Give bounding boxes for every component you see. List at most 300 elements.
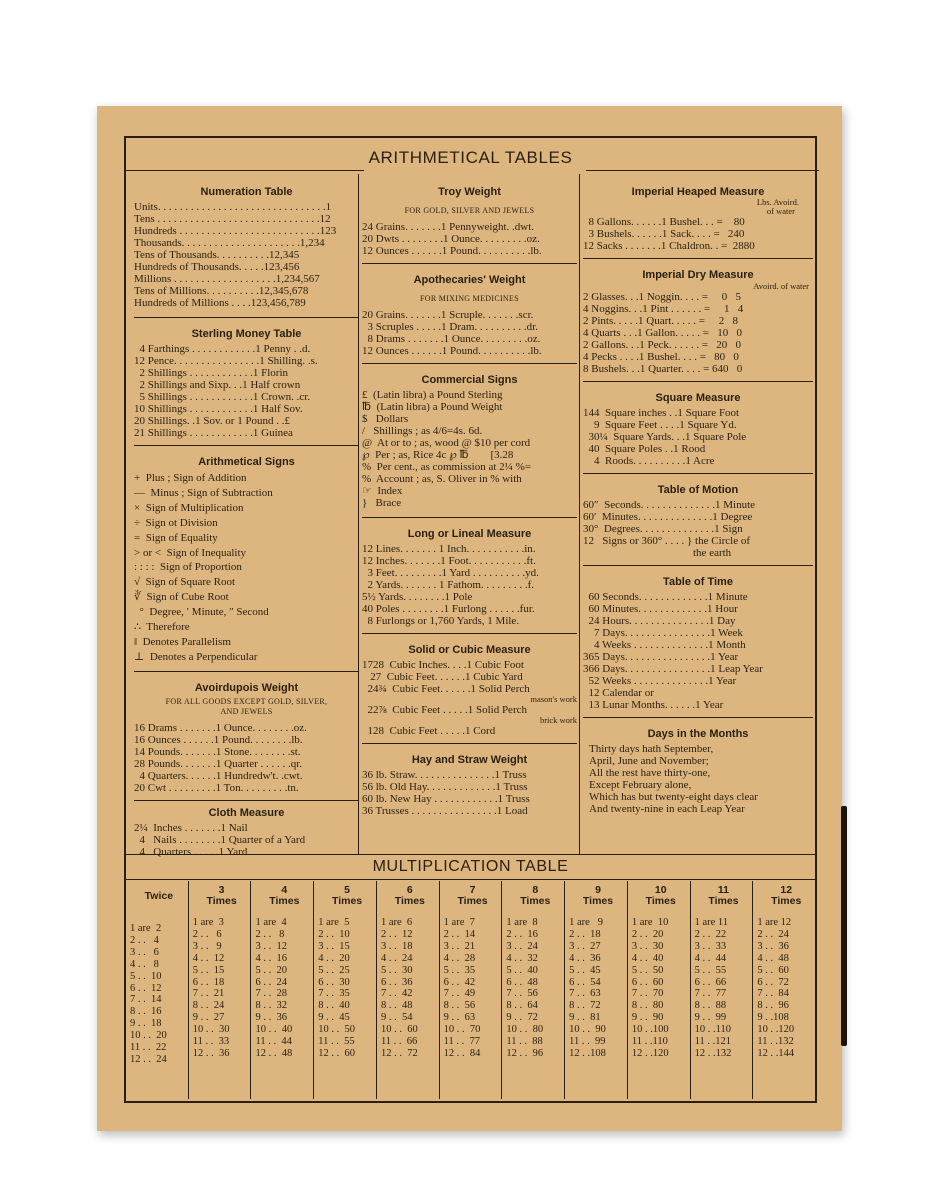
heading-times: Times — [520, 895, 551, 907]
table-row: Units. . . . . . . . . . . . . . . . . . . . . . . . . . . . . . .1 — [134, 201, 332, 213]
table-row: 8 Gallons. . . . . .1 Bushel. . . = 80 — [583, 216, 745, 228]
table-row: 3 . . 27 — [569, 940, 601, 952]
table-row: 3 Scruples . . . . .1 Dram. . . . . . . . . .dr. — [362, 321, 538, 333]
table-row: the earth — [583, 547, 732, 559]
table-row: 4 Quarters . . . . .1 Yard — [134, 845, 248, 858]
table-row: 128 Cubic Feet . . . . .1 Cord — [362, 725, 496, 737]
table-row: 12 . .120 — [631, 1047, 669, 1059]
table-row: 9 . . 63 — [443, 1012, 476, 1024]
column-left — [134, 174, 359, 858]
table-row: 6 . . 12 — [130, 982, 162, 994]
table-row: 5 Shillings . . . . . . . . . . . .1 Crown. .cr. — [134, 391, 311, 403]
table-row: 5 . . 50 — [631, 964, 664, 976]
table-row: 7 Days. . . . . . . . . . . . . . . .1 Week — [583, 627, 743, 639]
table-row: Hundreds of Thousands. . . . .123,456 — [134, 261, 300, 273]
table-row: 4 Pecks . . . .1 Bushel. . . . = 80 0 — [583, 351, 739, 363]
table-row: 13 Lunar Months. . . . . .1 Year — [583, 699, 724, 711]
table-row: 11 . .110 — [631, 1036, 668, 1048]
table-row: 8 . . 88 — [694, 1000, 727, 1012]
section-divider — [126, 879, 815, 880]
table-row: 4 Roods. . . . . . . . . .1 Acre — [583, 455, 715, 467]
table-row: 5 . . 40 — [506, 964, 538, 976]
table-row: × Sign of Multiplication — [134, 501, 244, 514]
heading-times: Times — [582, 895, 614, 907]
heading-number: 10 — [654, 884, 667, 896]
table-row: 12 . .132 — [694, 1047, 732, 1059]
table-row: 4 Quarters. . . . . .1 Hundredw't. .cwt. — [134, 769, 303, 782]
table-row: 12 Sacks . . . . . . .1 Chaldron. . = 2880 — [583, 240, 755, 252]
section-divider — [583, 381, 813, 382]
table-row: 8 . . 96 — [757, 1000, 789, 1012]
table-row: 22⅞ Cubic Feet . . . . .1 Solid Perch — [362, 704, 527, 716]
times-column — [188, 881, 251, 1099]
table-row: 11 . .121 — [694, 1036, 731, 1048]
section-divider — [362, 517, 577, 518]
table-row: 9 . . 99 — [694, 1012, 727, 1024]
table-row: ℔ (Latin libra) a Pound Weight — [362, 401, 503, 413]
table-row: 10 . . 40 — [255, 1024, 293, 1036]
section-title: Imperial Dry Measure — [642, 269, 754, 281]
table-row: 3 . . 33 — [694, 940, 727, 952]
table-row: 8 Furlongs or 1,760 Yards, 1 Mile. — [362, 615, 520, 627]
table-row: 365 Days. . . . . . . . . . . . . . . .1 Year — [583, 651, 739, 663]
section-title: Avoirdupois Weight — [194, 681, 299, 694]
table-row: 40 Square Poles . .1 Rood — [583, 443, 706, 455]
column-right — [583, 174, 813, 815]
column-heading — [632, 885, 690, 917]
table-row: 8 Drams . . . . . . .1 Ounce. . . . . . . . .oz. — [362, 333, 541, 345]
table-row: 3 . . 21 — [443, 940, 476, 952]
table-row: 8 . . 64 — [506, 1000, 538, 1012]
table-row: 5 . . 15 — [192, 964, 225, 976]
table-row: 1 are 2 — [130, 923, 162, 934]
table-row: 12 . . 48 — [255, 1047, 293, 1059]
section-divider — [362, 363, 577, 364]
table-row: + Plus ; Sign of Addition — [134, 472, 247, 484]
section-divider — [134, 445, 359, 446]
table-row: 4 . . 28 — [443, 952, 476, 964]
table-row: 7 . . 35 — [318, 988, 350, 1000]
table-row: Hundreds of Millions . . . .123,456,789 — [134, 297, 306, 309]
column-divider-2 — [579, 174, 580, 854]
table-rows — [583, 591, 813, 711]
table-row: 5 . . 10 — [130, 970, 162, 982]
times-column — [250, 881, 313, 1099]
table-row: 12 . . 24 — [130, 1053, 167, 1065]
table-row: 1 are 4 — [255, 917, 287, 928]
table-row: 3 . . 15 — [318, 940, 350, 952]
table-row: 11 . . 55 — [318, 1036, 355, 1048]
table-row: 14 Pounds. . . . . . .1 Stone. . . . . . . .st. — [134, 745, 301, 758]
column-heading — [381, 885, 439, 917]
times-column — [501, 881, 564, 1099]
section-title: Hay and Straw Weight — [411, 754, 528, 766]
times-column — [752, 881, 815, 1099]
table-row: = Sign of Equality — [134, 531, 218, 544]
section-title: Cloth Measure — [208, 806, 285, 819]
table-row: 12 Ounces . . . . . .1 Pound. . . . . . . . . .lb. — [362, 245, 542, 257]
table-row: 2 . . 6 — [192, 928, 222, 940]
table-row: 9 . . 18 — [130, 1018, 162, 1030]
table-row: 12 Inches. . . . . . .1 Foot. . . . . . . . . . .ft. — [362, 555, 536, 567]
table-row: 2 . . 12 — [380, 928, 413, 940]
table-row: 1 are 8 — [506, 917, 538, 928]
table-row: 28 Pounds. . . . . . .1 Quarter . . . . . .qr. — [134, 757, 303, 770]
table-row: 6 . . 48 — [506, 976, 538, 988]
table-rows — [583, 216, 813, 252]
section-divider — [362, 633, 577, 634]
table-rows — [134, 722, 359, 794]
table-row: 1 are 6 — [380, 917, 413, 928]
table-row: And twenty-nine in each Leap Year — [589, 803, 745, 815]
table-row: 2 . . 22 — [694, 928, 727, 940]
table-rows — [362, 543, 577, 627]
heading-times: Times — [206, 895, 237, 907]
avoirdupois-weight-table — [134, 682, 359, 794]
table-row: 9 . . 45 — [318, 1012, 350, 1024]
section-divider — [583, 473, 813, 474]
table-row: 2 . . 18 — [569, 928, 601, 940]
table-row: 5 . . 60 — [757, 964, 789, 976]
table-of-motion — [583, 484, 813, 559]
table-rows — [583, 499, 813, 559]
table-row: 9 . . 54 — [380, 1012, 413, 1024]
times-column — [313, 881, 376, 1099]
table-rows — [134, 822, 359, 858]
table-row: } Brace — [362, 497, 402, 509]
table-row: 5 . . 25 — [318, 964, 350, 976]
section-title: Solid or Cubic Measure — [408, 644, 531, 656]
row-note: brick work — [539, 715, 577, 725]
times-column — [564, 881, 627, 1099]
table-row: 1 are 11 — [694, 917, 729, 928]
table-row: 10 . .100 — [631, 1024, 669, 1036]
table-row: Millions . . . . . . . . . . . . . . . . . . .1,234,567 — [134, 273, 320, 285]
table-row: 52 Weeks . . . . . . . . . . . . . .1 Year — [583, 675, 737, 687]
table-row: 24 Hours. . . . . . . . . . . . . . .1 Day — [583, 615, 736, 627]
table-row: 2 . . 24 — [757, 928, 789, 940]
imperial-dry-measure-table — [583, 269, 813, 375]
table-row: 6 . . 72 — [757, 976, 789, 988]
table-row: Tens . . . . . . . . . . . . . . . . . . . . . . . . . . . . . .12 — [134, 213, 331, 225]
table-rows — [134, 471, 359, 665]
table-row: 7 . . 28 — [255, 988, 287, 1000]
table-row: 10 . . 50 — [318, 1024, 355, 1036]
heading-times: Times — [771, 895, 802, 907]
table-row: 7 . . 42 — [380, 988, 413, 1000]
table-row: 5 . . 30 — [380, 964, 413, 976]
table-row: Which has but twenty-eight days clear — [589, 791, 758, 803]
table-row: 12 Calendar or — [583, 687, 654, 699]
table-row: 2 Shillings and Sixp. . .1 Half crown — [134, 379, 301, 391]
table-row: 9 . . 81 — [569, 1012, 601, 1024]
table-row: 2 . . 14 — [443, 928, 476, 940]
table-row: 7 . . 70 — [631, 988, 664, 1000]
table-row: 10 . . 60 — [380, 1024, 418, 1036]
table-row: 4 Nails . . . . . . . .1 Quarter of a Yard — [134, 833, 306, 846]
table-row: 5 . . 45 — [569, 964, 601, 976]
table-row: 6 . . 42 — [443, 976, 476, 988]
days-in-months-rhyme — [583, 728, 813, 815]
table-row: 16 Drams . . . . . . .1 Ounce. . . . . . . .oz. — [134, 721, 307, 734]
table-row: 4 . . 32 — [506, 952, 538, 964]
table-row: 10 . .110 — [694, 1024, 731, 1036]
table-row: 3 . . 18 — [380, 940, 413, 952]
table-row: ∴ Therefore — [134, 621, 190, 634]
heading-times: Times — [394, 895, 425, 907]
table-row: 60 Minutes. . . . . . . . . . . . .1 Hour — [583, 603, 738, 615]
table-row: 30° Degrees. . . . . . . . . . . . . .1 Sign — [583, 523, 743, 535]
heading-times: Times — [645, 895, 676, 907]
table-row: 5½ Yards. . . . . . . .1 Pole — [362, 591, 473, 603]
table-row: 9 . . 36 — [255, 1012, 287, 1024]
times-column — [376, 881, 439, 1099]
table-row: 8 Bushels. . .1 Quarter. . . . = 640 0 — [583, 363, 743, 375]
heading-number: 12 — [780, 884, 793, 896]
table-row: 12 . . 84 — [443, 1047, 481, 1059]
column-heading — [757, 885, 815, 917]
cloth-measure-table — [134, 807, 359, 858]
table-row: 8 . . 56 — [443, 1000, 476, 1012]
table-row: 20 Grains. . . . . . .1 Scruple. . . . . . .scr. — [362, 309, 534, 321]
table-row: 7 . . 77 — [694, 988, 727, 1000]
table-row: ÷ Sign ot Division — [134, 516, 218, 529]
table-row: ° Degree, ′ Minute, ″ Second — [134, 606, 269, 619]
section-title: Long or Lineal Measure — [407, 528, 532, 540]
table-row: 4 . . 44 — [694, 952, 727, 964]
table-row: 7 . . 49 — [443, 988, 476, 1000]
arithmetical-signs-table — [134, 456, 359, 665]
table-row: 9 . . 27 — [192, 1012, 225, 1024]
table-row: 3 . . 12 — [255, 940, 287, 952]
heading-number: Twice — [144, 890, 174, 902]
table-row: 7 . . 56 — [506, 988, 538, 1000]
table-row: 10 . . 80 — [506, 1024, 544, 1036]
table-row: 5 . . 20 — [255, 964, 287, 976]
table-row: Tens of Thousands. . . . . . . . . .12,345 — [134, 249, 300, 261]
table-row: 8 . . 48 — [380, 1000, 413, 1012]
table-row: 3 . . 6 — [130, 946, 159, 958]
section-divider — [126, 854, 815, 855]
table-row: 3 . . 36 — [757, 940, 789, 952]
table-row: Thirty days hath September, — [589, 743, 714, 755]
table-row: 8 . . 72 — [569, 1000, 601, 1012]
table-row: 10 . . 30 — [192, 1024, 230, 1036]
table-row: 24¾ Cubic Feet. . . . . .1 Solid Perch — [362, 683, 530, 695]
table-row: £ (Latin libra) a Pound Sterling — [362, 389, 503, 401]
table-row: 5 . . 35 — [443, 964, 476, 976]
section-title: Table of Time — [663, 576, 733, 588]
table-rows — [362, 389, 577, 509]
table-row: 1728 Cubic Inches. . . .1 Cubic Foot — [362, 659, 524, 671]
table-row: 6 . . 30 — [318, 976, 350, 988]
table-row: 21 Shillings . . . . . . . . . . . .1 Guinea — [134, 427, 293, 439]
table-row: 12 . . 96 — [506, 1047, 544, 1059]
table-row: 1 are 10 — [631, 917, 669, 928]
binding-edge — [841, 806, 847, 1046]
table-row: 144 Square inches . .1 Square Foot — [583, 407, 740, 419]
column-heading — [255, 885, 313, 917]
column-header: Lbs. Avoird. — [756, 197, 799, 207]
section-divider — [134, 671, 359, 672]
table-row: 10 . . 20 — [130, 1030, 167, 1042]
table-row: 4 . . 20 — [318, 952, 350, 964]
heading-number: 5 — [344, 884, 350, 896]
section-title: Imperial Heaped Measure — [631, 186, 765, 198]
table-row: 11 . . 22 — [130, 1042, 167, 1054]
table-row: > or < Sign of Inequality — [134, 546, 247, 559]
table-row: 3 . . 9 — [192, 940, 222, 952]
table-row: 1 are 12 — [757, 917, 792, 928]
table-row: Hundreds . . . . . . . . . . . . . . . . . . . . . . . . . .123 — [134, 225, 337, 237]
hay-straw-weight-table — [362, 754, 577, 817]
times-column — [126, 881, 188, 1099]
table-row: 4 . . 36 — [569, 952, 601, 964]
column-heading — [695, 885, 753, 917]
table-row: 6 . . 36 — [380, 976, 413, 988]
table-row: 20 Shillings. .1 Sov. or 1 Pound . .£ — [134, 415, 291, 427]
table-row: 3 Feet. . . . . . . . .1 Yard . . . . . . . . . .yd. — [362, 567, 539, 579]
table-rows — [362, 769, 577, 817]
title-rule-right — [586, 170, 819, 171]
table-row: : : : : Sign of Proportion — [134, 561, 242, 574]
table-row: 3 . . 30 — [631, 940, 664, 952]
table-row: 5 . . 55 — [694, 964, 727, 976]
table-rows — [362, 659, 577, 737]
table-row: 12 . . 72 — [380, 1047, 418, 1059]
table-row: April, June and November; — [589, 755, 709, 767]
table-row: 11 . . 44 — [255, 1036, 292, 1048]
section-divider — [583, 717, 813, 718]
table-row: 40 Poles . . . . . . . .1 Furlong . . . . . .fur. — [362, 603, 535, 615]
table-row: Thousands. . . . . . . . . . . . . . . . . . . . . .1,234 — [134, 237, 325, 249]
table-row: 8 . . 32 — [255, 1000, 287, 1012]
table-row: 3 . . 24 — [506, 940, 538, 952]
table-row: ∛ Sign of Cube Root — [134, 591, 229, 604]
square-measure-table — [583, 392, 813, 467]
table-row: 6 . . 66 — [694, 976, 727, 988]
section-divider — [583, 565, 813, 566]
table-rows — [134, 343, 359, 439]
section-subtitle: AND JEWELS — [220, 706, 273, 716]
section-title: Table of Motion — [657, 484, 739, 496]
table-row: 12 . . 60 — [318, 1047, 355, 1059]
tables-frame — [124, 136, 817, 1103]
table-row: 2 . . 10 — [318, 928, 350, 940]
table-row: 2 Gallons. . .1 Peck. . . . . . = 20 0 — [583, 339, 742, 351]
table-rows — [583, 407, 813, 467]
table-row: 12 Lines. . . . . . . 1 Inch. . . . . . . . . . .in. — [362, 543, 536, 555]
table-row: 11 . . 66 — [380, 1036, 418, 1048]
imperial-heaped-measure-table — [583, 186, 813, 252]
table-row: 11 . . 99 — [569, 1036, 606, 1048]
table-of-time — [583, 576, 813, 711]
table-row: ℘ Per ; as, Rice 4c ℘ ℔ [3.28 — [362, 449, 514, 461]
table-row: 9 . . 72 — [506, 1012, 538, 1024]
heading-number: 7 — [469, 884, 476, 896]
column-heading — [569, 885, 627, 917]
table-row: 11 . . 88 — [506, 1036, 543, 1048]
table-row: 6 . . 60 — [631, 976, 664, 988]
table-row: 8 . . 80 — [631, 1000, 664, 1012]
times-column — [627, 881, 690, 1099]
heading-number: 11 — [717, 884, 730, 896]
table-row: 6 . . 18 — [192, 976, 225, 988]
column-heading — [130, 885, 188, 923]
table-row: √ Sign of Square Root — [134, 576, 236, 589]
table-row: 1 are 5 — [318, 917, 350, 928]
table-rows — [362, 221, 577, 257]
section-subtitle: FOR MIXING MEDICINES — [420, 294, 519, 303]
table-row: — Minus ; Sign of Subtraction — [134, 486, 273, 499]
table-row: 30¼ Square Yards. . .1 Square Pole — [583, 431, 747, 443]
table-row: 4 . . 16 — [255, 952, 287, 964]
table-row: 1 are 9 — [569, 917, 603, 928]
table-row: 9 . . 90 — [631, 1012, 664, 1024]
section-title: Apothecaries' Weight — [413, 274, 526, 286]
row-note: mason's work — [530, 694, 577, 704]
table-row: 2 . . 4 — [130, 934, 159, 946]
table-row: 36 Trusses . . . . . . . . . . . . . . . .1 Load — [362, 805, 528, 817]
table-row: 11 . .132 — [757, 1036, 794, 1048]
rhyme-lines — [583, 743, 813, 815]
column-heading — [318, 885, 376, 917]
table-row: 2 . . 20 — [631, 928, 664, 940]
column-header: of water — [766, 206, 795, 216]
section-divider — [362, 743, 577, 744]
sterling-money-table — [134, 328, 359, 439]
table-rows — [134, 201, 359, 309]
table-row: 9 Square Feet . . . .1 Square Yd. — [583, 419, 737, 431]
table-row: 4 Farthings . . . . . . . . . . . .1 Penny . .d. — [134, 343, 311, 355]
table-row: / Shillings ; as 4/6=4s. 6d. — [362, 425, 483, 437]
table-row: 2 . . 16 — [506, 928, 538, 940]
heading-times: Times — [708, 895, 739, 907]
numeration-table — [134, 186, 359, 309]
table-row: 8 . . 24 — [192, 1000, 225, 1012]
section-divider — [134, 317, 359, 318]
table-row: 4 . . 8 — [130, 958, 159, 970]
table-row: 6 . . 24 — [255, 976, 287, 988]
table-row: 8 . . 40 — [318, 1000, 350, 1012]
section-divider — [134, 800, 359, 801]
table-row: 7 . . 84 — [757, 988, 789, 1000]
heading-number: 4 — [281, 884, 288, 896]
section-subtitle: FOR ALL GOODS EXCEPT GOLD, SILVER, — [165, 696, 328, 706]
table-row: 60′ Minutes. . . . . . . . . . . . . .1 Degree — [583, 511, 753, 523]
table-row: 10 . .120 — [757, 1024, 795, 1036]
column-header: Avoird. of water — [753, 281, 809, 291]
table-rows — [362, 309, 577, 357]
heading-times: Times — [457, 895, 488, 907]
table-row: 7 . . 63 — [569, 988, 601, 1000]
table-row: 366 Days. . . . . . . . . . . . . . . .1 Leap Year — [583, 663, 763, 675]
section-title: Troy Weight — [438, 186, 501, 198]
book-back-cover — [97, 106, 842, 1131]
table-row: 7 . . 14 — [130, 994, 162, 1006]
times-column — [690, 881, 753, 1099]
table-row: 12 Signs or 360° . . . . } the Circle of — [583, 535, 751, 547]
section-title: Arithmetical Signs — [198, 456, 295, 468]
section-title: Square Measure — [655, 392, 741, 404]
table-row: 2 Yards. . . . . . . 1 Fathom. . . . . . . . .f. — [362, 579, 535, 591]
table-row: 11 . . 33 — [192, 1036, 230, 1048]
table-rows — [583, 291, 813, 375]
table-row: 1 are 3 — [192, 917, 224, 928]
heading-number: 8 — [532, 884, 539, 896]
table-row: 60 Seconds. . . . . . . . . . . . .1 Minute — [583, 591, 748, 603]
table-row: 2¼ Inches . . . . . . .1 Nail — [134, 821, 248, 834]
